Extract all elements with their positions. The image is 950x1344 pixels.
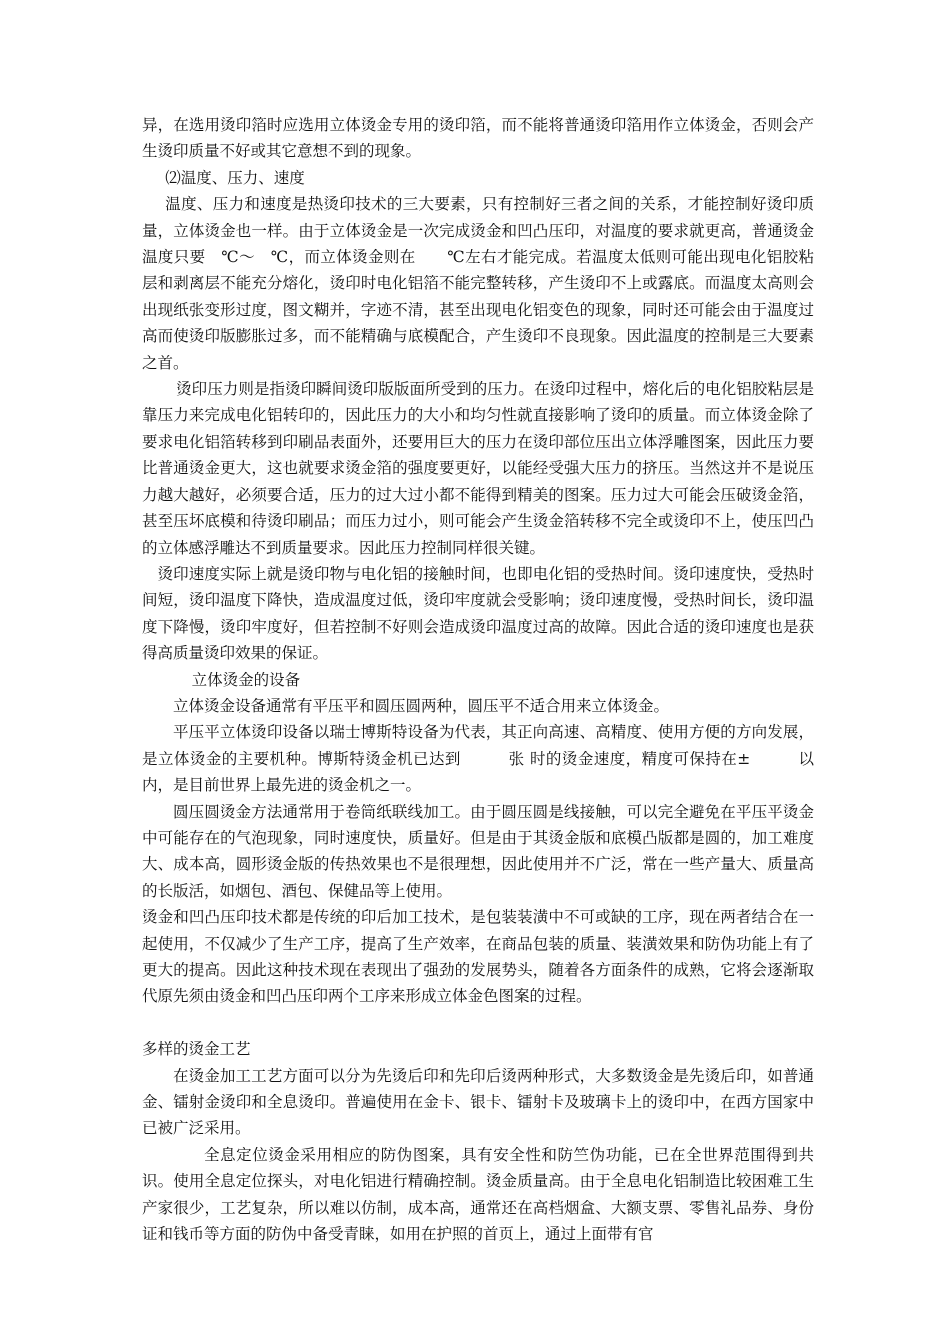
blank-line [142,1010,814,1036]
subheading-equipment: 立体烫金的设备 [191,670,301,689]
section-heading-stamping-processes: 多样的烫金工艺 [142,1040,251,1059]
paragraph-rotary: 圆压圆烫金方法通常用于卷筒纸联线加工。由于圆压圆是线接触，可以完全避免在平压平烫金中可能存在的气泡现象，同时速度快，质量好。但是由于其烫金版和底模凸版都是圆的，加工难度大、成本高，圆形烫金版的传热效果也不是很理想，因此使用并不广泛，常在一些产量大、质量高的长版活，如烟包、酒包、保健品等上使用。 [142,802,814,900]
document-page [142,112,814,1247]
paragraph-pressure: 烫印压力则是指烫印瞬间烫印版版面所受到的压力。在烫印过程中，熔化后的电化铝胶粘层是靠压力来完成电化铝转印的，因此压力的大小和均匀性就直接影响了烫印的质量。而立体烫金除了要求电化铝箔转移到印刷品表面外，还要用巨大的压力在烫印部位压出立体浮雕图案，因此压力要比普通烫金更大，这也就要求烫金箔的强度要更好，以能经受强大压力的挤压。当然这并不是说压力越大越好，必须要合适，压力的过大过小都不能得到精美的图案。压力过大可能会压破烫金箔，甚至压坏底模和待烫印刷品；而压力过小，则可能会产生烫金箔转移不完全或烫印不上，使压凹凸的立体感浮雕达不到质量要求。因此压力控制同样很关键。 [142,380,814,557]
paragraph-summary: 烫金和凹凸压印技术都是传统的印后加工技术，是包装装潢中不可或缺的工序，现在两者结合在一起使用，不仅减少了生产工序，提高了生产效率，在商品包装的质量、装潢效果和防伪功能上有了更大的提高。因此这种技术现在表现出了强劲的发展势头，随着各方面条件的成熟，它将会逐渐取代原先须由烫金和凹凸压印两个工序来形成立体金色图案的过程。 [142,908,814,1006]
paragraph-equipment-types: 立体烫金设备通常有平压平和圆压圆两种，圆压平不适合用来立体烫金。 [173,696,670,715]
paragraph-process-forms: 在烫金加工工艺方面可以分为先烫后印和先印后烫两种形式，大多数烫金是先烫后印，如普通金、镭射金烫印和全息烫印。普遍使用在金卡、银卡、镭射卡及玻璃卡上的烫印中，在西方国家中已被广泛采用。 [142,1066,814,1138]
paragraph-foil-selection: 异，在选用烫印箔时应选用立体烫金专用的烫印箔，而不能将普通烫印箔用作立体烫金，否则会产生烫印质量不好或其它意想不到的现象。 [142,116,814,161]
paragraph-temperature: 温度、压力和速度是热烫印技术的三大要素，只有控制好三者之间的关系，才能控制好烫印质量，立体烫金也一样。由于立体烫金是一次完成烫金和凹凸压印，对温度的要求就更高，普通烫金温度只要 ℃～ ℃，而立体烫金则在 ℃左右才能完成。若温度太低则可能出现电化铝胶粘层和剥离层不能充分熔化，烫印时电化铝箔不能完整转移，产生烫印不上或露底。而温度太高则会出现纸张变形过度，图文糊并，字迹不清，甚至出现电化铝变色的现象，同时还可能会由于温度过高而使烫印版膨胀过多，而不能精确与底模配合，产生烫印不良现象。因此温度的控制是三大要素之首。 [142,195,814,372]
paragraph-holographic: 全息定位烫金采用相应的防伪图案，具有安全性和防竺伪功能，已在全世界范围得到共识。使用全息定位探头，对电化铝进行精确控制。烫金质量高。由于全息电化铝制造比较困难工生产家很少，工艺复杂，所以难以仿制，成本高，通常还在高档烟盒、大额支票、零售礼品券、身份证和钱币等方面的防伪中备受青睐，如用在护照的首页上，通过上面带有官 [142,1145,814,1244]
subheading-temp-pressure-speed: ⑵温度、压力、速度 [165,168,305,187]
paragraph-flatbed: 平压平立体烫印设备以瑞士博斯特设备为代表，其正向高速、高精度、使用方便的方向发展，是立体烫金的主要机种。博斯特烫金机已达到 张 时的烫金速度，精度可保持在± 以内，是目前世界上最先进的烫金机之一。 [142,723,814,795]
paragraph-speed: 烫印速度实际上就是烫印物与电化铝的接触时间，也即电化铝的受热时间。烫印速度快，受热时间短，烫印温度下降快，造成温度过低，烫印牢度就会受影响；烫印速度慢，受热时间长，烫印温度下降慢，烫印牢度好，但若控制不好则会造成烫印温度过高的故障。因此合适的烫印速度也是获得高质量烫印效果的保证。 [142,564,814,663]
